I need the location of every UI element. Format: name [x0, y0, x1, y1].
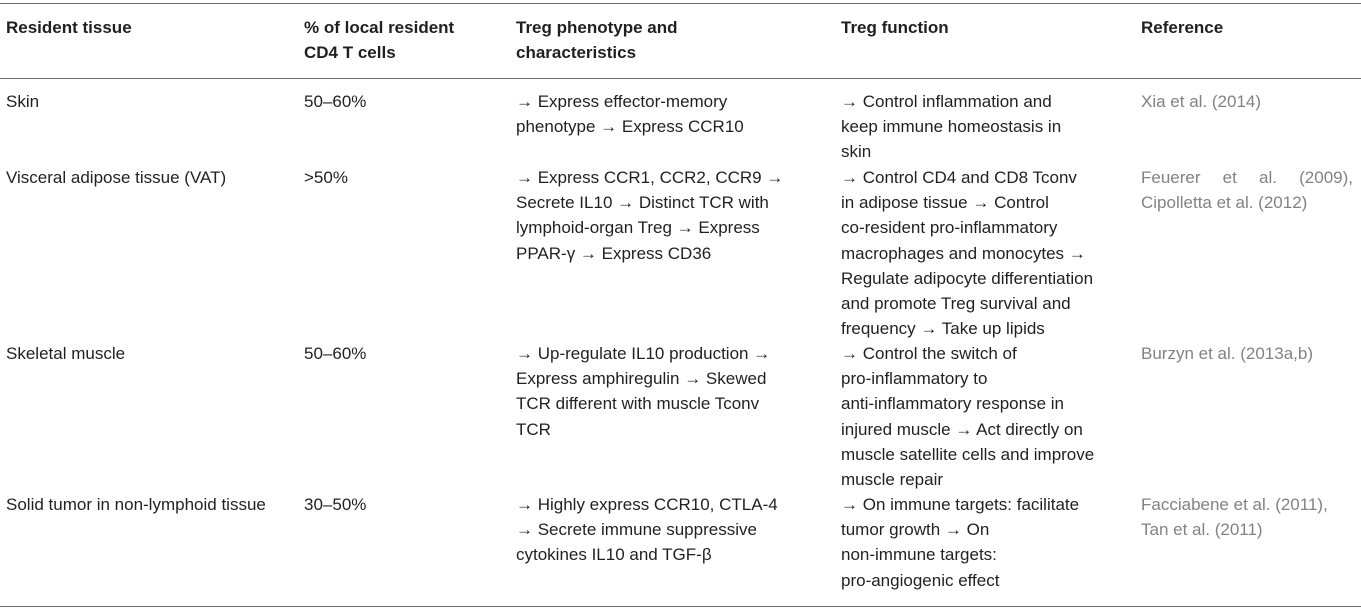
reference-link[interactable]: Facciabene et al. (2011), [1141, 495, 1328, 514]
row-vat-phenotype [516, 165, 783, 266]
text-line: in adipose tissue → Control [841, 193, 1049, 213]
header-line: Treg phenotype and [516, 18, 678, 37]
header-line: % of local resident [304, 18, 455, 37]
row-muscle-function [841, 341, 1094, 492]
text-line: anti-inflammatory response in [841, 394, 1064, 414]
table-top-rule [0, 3, 1361, 4]
text-line: phenotype → Express CCR10 [516, 117, 744, 137]
text-line: → Express effector-memory [516, 92, 728, 111]
row-skin-phenotype [516, 89, 744, 139]
text-line: cytokines IL10 and TGF-β [516, 545, 712, 565]
reference-link[interactable]: Cipolletta et al. (2012) [1141, 193, 1308, 213]
text-line: → Express CCR1, CCR2, CCR9 → [516, 168, 784, 187]
text-line: → Up-regulate IL10 production → [516, 344, 771, 363]
text-line: skin [841, 142, 872, 162]
row-skin-percent: 50–60% [304, 92, 367, 111]
header-percent-cd4 [304, 15, 454, 65]
row-tumor-reference [1141, 492, 1328, 542]
header-line: characteristics [516, 43, 637, 63]
header-reference [1141, 15, 1223, 40]
row-vat-percent: >50% [304, 168, 348, 187]
text-line: Regulate adipocyte differentiation [841, 268, 1094, 288]
row-vat-function [841, 165, 1093, 341]
text-line: muscle repair [841, 470, 944, 490]
reference-link[interactable]: Tan et al. (2011) [1141, 520, 1263, 540]
row-skin-function [841, 89, 1061, 165]
row-vat-reference [1141, 165, 1353, 215]
text-line: → On immune targets: facilitate [841, 495, 1080, 514]
header-line: Resident tissue [6, 18, 132, 37]
text-line: → Control CD4 and CD8 Tconv [841, 168, 1077, 187]
text-line: lymphoid-organ Treg → Express [516, 218, 760, 238]
text-line: non-immune targets: [841, 545, 997, 565]
text-line: → Secrete immune suppressive [516, 520, 757, 540]
row-tumor-percent: 30–50% [304, 495, 367, 514]
header-line: CD4 T cells [304, 43, 396, 63]
text-line: pro-angiogenic effect [841, 570, 1000, 590]
row-vat-tissue: Visceral adipose tissue (VAT) [6, 168, 227, 187]
header-resident-tissue [6, 15, 132, 40]
table-header-rule [0, 78, 1361, 79]
text-line: TCR [516, 419, 551, 439]
row-muscle-reference [1141, 341, 1313, 366]
text-line: TCR different with muscle Tconv [516, 394, 760, 414]
text-line: macrophages and monocytes → [841, 243, 1086, 263]
header-treg-function [841, 15, 949, 40]
text-line: → Control inflammation and [841, 92, 1052, 111]
text-line: Secrete IL10 → Distinct TCR with [516, 193, 769, 213]
reference-link[interactable]: Burzyn et al. (2013a,b) [1141, 344, 1313, 363]
text-line: injured muscle → Act directly on [841, 419, 1083, 439]
row-muscle-percent: 50–60% [304, 344, 367, 363]
text-line: pro-inflammatory to [841, 369, 988, 389]
text-line: PPAR-γ → Express CD36 [516, 243, 712, 263]
text-line: → Highly express CCR10, CTLA-4 [516, 495, 778, 514]
row-tumor-tissue: Solid tumor in non-lymphoid tissue [6, 495, 266, 514]
text-line: Express amphiregulin → Skewed [516, 369, 767, 389]
row-tumor-function [841, 492, 1079, 593]
header-line: Treg function [841, 18, 949, 37]
text-line: muscle satellite cells and improve [841, 444, 1095, 464]
text-line: keep immune homeostasis in [841, 117, 1062, 137]
row-muscle-phenotype [516, 341, 770, 442]
reference-link[interactable]: Feuerer et al. (2009), [1141, 168, 1353, 187]
text-line: and promote Treg survival and [841, 294, 1071, 314]
row-muscle-tissue: Skeletal muscle [6, 344, 126, 363]
row-tumor-phenotype [516, 492, 778, 568]
header-line: Reference [1141, 18, 1224, 37]
reference-link[interactable]: Xia et al. (2014) [1141, 92, 1262, 111]
text-line: tumor growth → On [841, 520, 990, 540]
text-line: co-resident pro-inflammatory [841, 218, 1058, 238]
row-skin-reference [1141, 89, 1261, 114]
header-treg-phenotype [516, 15, 678, 65]
text-line: frequency → Take up lipids [841, 319, 1045, 339]
text-line: → Control the switch of [841, 344, 1017, 363]
row-skin-tissue: Skin [6, 92, 40, 111]
table-bottom-rule [0, 606, 1361, 607]
